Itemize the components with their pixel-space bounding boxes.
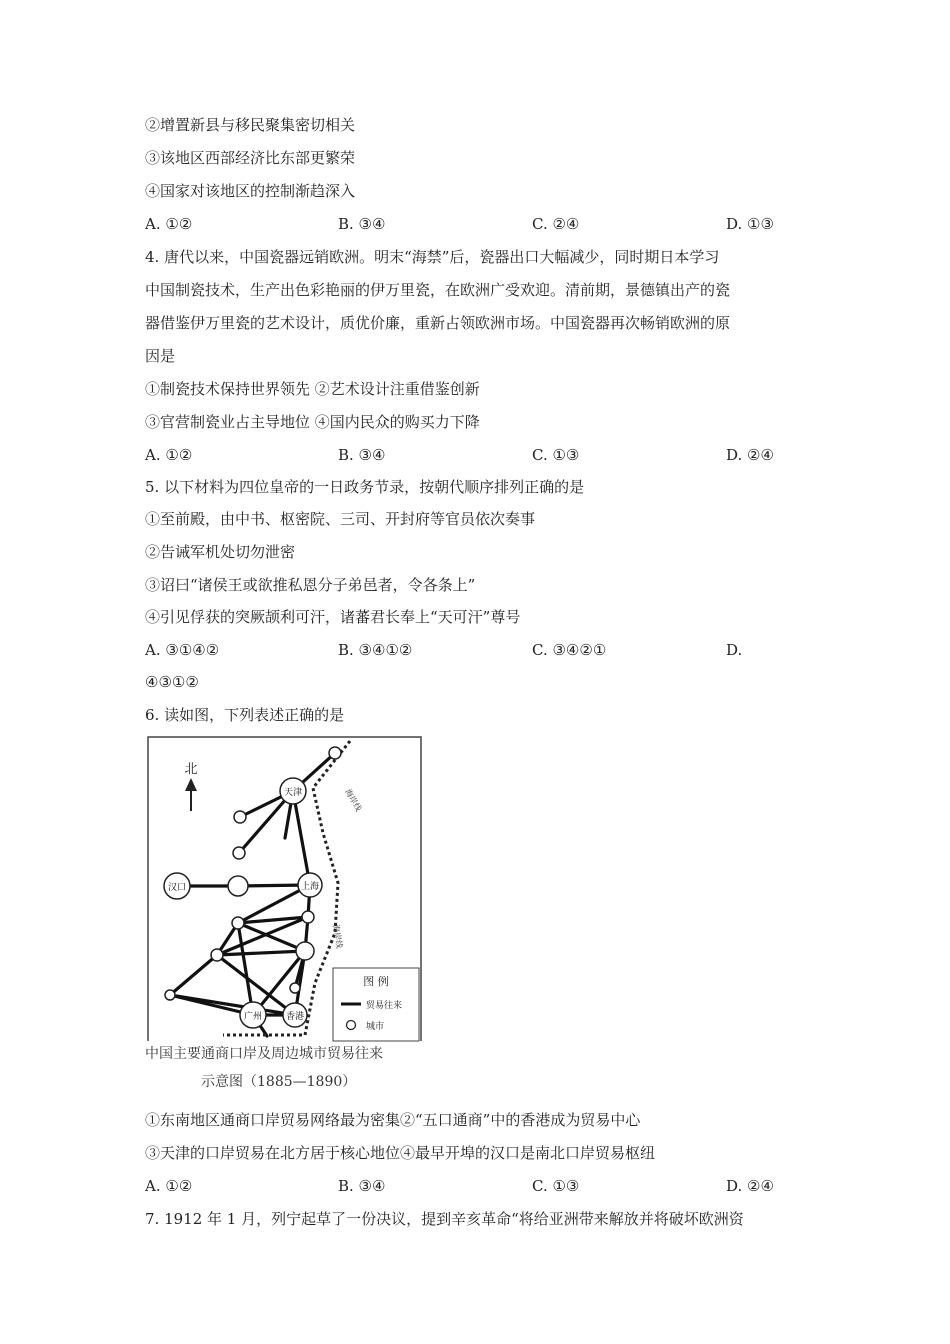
q4-option-c: C. ①③ — [532, 446, 580, 464]
q6-option-a: A. ①② — [145, 1177, 193, 1195]
map-caption-line-1: 中国主要通商口岸及周边城市贸易往来 — [145, 1046, 383, 1062]
q4-stem-line-1: 4. 唐代以来，中国瓷器远销欧洲。明末“海禁”后，瓷器出口大幅减少，同时期日本学习 — [145, 248, 720, 266]
city-hankou — [164, 873, 190, 899]
svg-text:广州: 广州 — [243, 1012, 263, 1022]
q3-option-d: D. ①③ — [726, 215, 774, 233]
q3-option-c: C. ②④ — [532, 215, 580, 233]
coastline-label-north: 海岸线 — [343, 787, 364, 813]
q5-option-a: A. ③①④② — [145, 641, 220, 659]
q3-statement-3: ③该地区西部经济比东部更繁荣 — [145, 149, 356, 167]
q4-statements-1-2: ①制瓷技术保持世界领先 ②艺术设计注重借鉴创新 — [145, 380, 480, 398]
q6-option-c: C. ①③ — [532, 1177, 580, 1195]
map-caption-line-2: 示意图（1885—1890） — [201, 1074, 357, 1090]
north-label: 北 — [184, 762, 198, 777]
q3-option-a: A. ①② — [145, 215, 193, 233]
city-guangzhou — [240, 1002, 266, 1028]
svg-text:天津: 天津 — [283, 788, 303, 798]
legend-trade-label: 贸易往来 — [366, 1001, 403, 1011]
q3-statement-2: ②增置新县与移民聚集密切相关 — [145, 116, 356, 134]
q6-statements-1-2: ①东南地区通商口岸贸易网络最为密集②“五口通商”中的香港成为贸易中心 — [145, 1111, 641, 1129]
q6-statements-3-4: ③天津的口岸贸易在北方居于核心地位④最早开埠的汉口是南北口岸贸易枢纽 — [145, 1144, 656, 1162]
city-tianjin — [280, 778, 306, 804]
svg-text:上海: 上海 — [300, 882, 320, 892]
q5-option-c: C. ③④②① — [532, 641, 607, 659]
q4-statements-3-4: ③官营制瓷业占主导地位 ④国内民众的购买力下降 — [145, 413, 480, 431]
q5-option-b: B. ③④①② — [338, 641, 413, 659]
map-legend — [333, 968, 419, 1041]
q5-stem: 5. 以下材料为四位皇帝的一日政务节录，按朝代顺序排列正确的是 — [145, 478, 585, 496]
legend-city-circle-icon — [347, 1021, 356, 1030]
q5-statement-4: ④引见俘获的突厥颉利可汗，诸蕃君长奉上“天可汗”尊号 — [145, 608, 521, 626]
legend-city-label: 城市 — [366, 1022, 385, 1032]
q3-statement-4: ④国家对该地区的控制渐趋深入 — [145, 182, 356, 200]
city-shanghai — [298, 873, 322, 897]
city-hongkong — [283, 1003, 307, 1027]
q6-option-b: B. ③④ — [338, 1177, 386, 1195]
coastline-label-south: 海岸线 — [331, 923, 345, 949]
q5-statement-3: ③诏曰“诸侯王或欲推私恩分子弟邑者，令各条上” — [145, 576, 476, 594]
north-arrow-icon — [185, 778, 197, 811]
q4-stem-line-3: 器借鉴伊万里瓷的艺术设计，质优价廉，重新占领欧洲市场。中国瓷器再次畅销欧洲的原 — [145, 314, 731, 332]
q5-statement-2: ②告诫军机处切勿泄密 — [145, 543, 296, 561]
q4-option-d: D. ②④ — [726, 446, 774, 464]
q4-stem-line-4: 因是 — [145, 347, 176, 365]
q5-option-d: D. — [726, 641, 743, 659]
q4-option-b: B. ③④ — [338, 446, 386, 464]
q7-stem: 7. 1912 年 1 月，列宁起草了一份决议，提到辛亥革命“将给亚洲带来解放并将破坏欧洲资 — [145, 1210, 744, 1228]
q6-option-d: D. ②④ — [726, 1177, 774, 1195]
q4-option-a: A. ①② — [145, 446, 193, 464]
trade-map — [145, 733, 425, 1043]
q6-stem: 6. 读如图，下列表述正确的是 — [145, 706, 345, 724]
svg-text:香港: 香港 — [285, 1012, 305, 1022]
q5-statement-1: ①至前殿，由中书、枢密院、三司、开封府等官员依次奏事 — [145, 510, 536, 528]
svg-text:汉口: 汉口 — [167, 883, 187, 893]
q5-option-d-content: ④③①② — [145, 673, 199, 691]
legend-title: 图 例 — [363, 975, 389, 988]
q4-stem-line-2: 中国制瓷技术，生产出色彩艳丽的伊万里瓷，在欧洲广受欢迎。清前期，景德镇出产的瓷 — [145, 281, 731, 299]
q3-option-b: B. ③④ — [338, 215, 386, 233]
